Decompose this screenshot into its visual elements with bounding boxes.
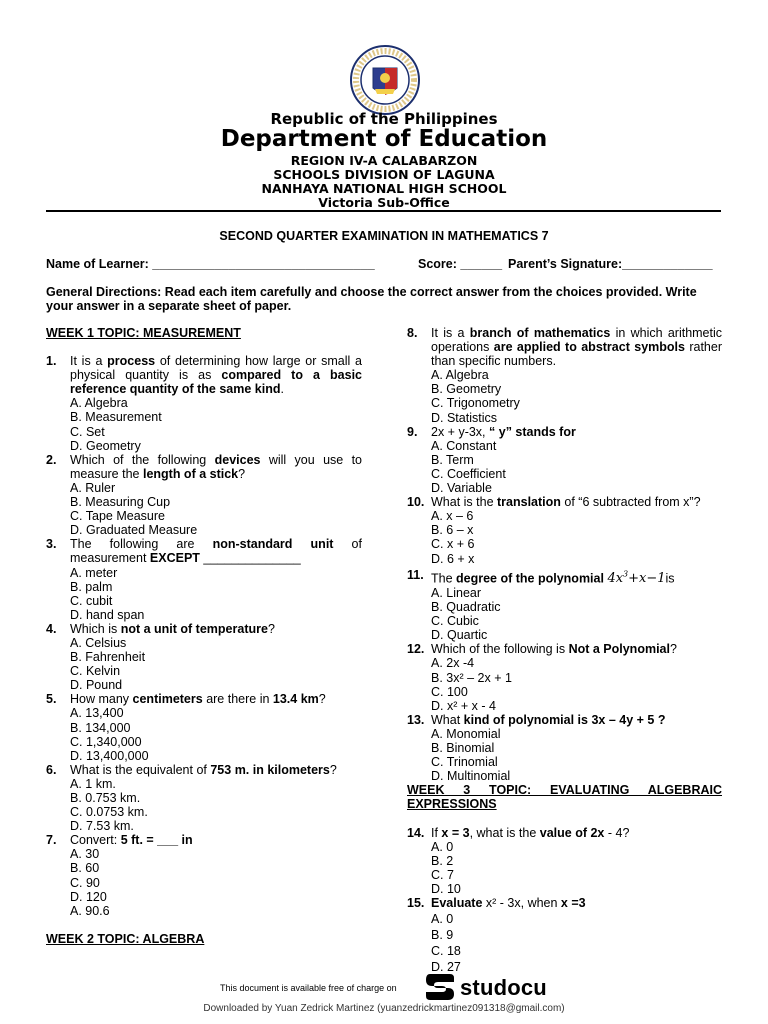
text: 753 m. in kilometers: [210, 762, 330, 777]
option: A. Constant: [431, 438, 497, 453]
text: What is the: [431, 495, 497, 510]
option: C. Trigonometry: [431, 396, 520, 411]
option: D. Variable: [431, 481, 492, 496]
question-text: [70, 692, 362, 706]
week-heading: WEEK 2 TOPIC: ALGEBRA: [46, 931, 205, 946]
option: C. 7: [431, 867, 454, 882]
text: process: [107, 354, 156, 369]
school-line: NANHAYA NATIONAL HIGH SCHOOL: [261, 181, 507, 196]
question-number: 15.: [407, 895, 425, 910]
deped-seal-icon: [349, 44, 421, 116]
text: x² - 3x, when: [482, 895, 561, 910]
department-heading: Department of Education: [220, 126, 548, 152]
text: The: [431, 570, 457, 585]
question-text: [70, 622, 362, 636]
exam-title: SECOND QUARTER EXAMINATION IN MATHEMATICS 7: [219, 229, 549, 243]
question-number: 2.: [46, 452, 57, 467]
question-number: 8.: [407, 326, 418, 340]
left-column: [46, 326, 362, 946]
question-12: [407, 642, 722, 656]
question-number: 12.: [407, 642, 425, 657]
option: B. 3x² – 2x + 1: [431, 670, 512, 685]
question-text: [431, 713, 722, 727]
option: B. Measurement: [70, 410, 162, 425]
text: is: [665, 570, 675, 585]
polynomial-expression: $4x^3+x-1$: [607, 569, 666, 586]
text: kind of polynomial is 3x – 4y + 5 ?: [463, 712, 666, 727]
option: A. 90.6: [70, 903, 110, 918]
studocu-brand-link[interactable]: studocu: [460, 975, 547, 1000]
question-text: [70, 833, 362, 847]
question-number: 4.: [46, 621, 57, 636]
option: D. hand span: [70, 607, 145, 622]
text: 13.4 km: [272, 692, 319, 707]
text: How many: [70, 692, 133, 707]
question-5: [46, 692, 362, 706]
right-column: [407, 326, 722, 974]
option: A. Algebra: [431, 368, 489, 383]
text: If: [431, 825, 442, 840]
question-number: 7.: [46, 833, 57, 848]
text: are applied to abstract symbols: [493, 340, 685, 355]
text: ?: [622, 825, 630, 840]
question-text: [70, 453, 362, 481]
text: The following are: [70, 537, 213, 552]
text: What: [431, 712, 464, 727]
question-text: [431, 568, 722, 586]
option: B. 0.753 km.: [70, 791, 141, 805]
text: translation: [497, 495, 561, 510]
text: Which of the following: [70, 452, 215, 467]
option: D. 27: [431, 960, 461, 975]
option: B. Measuring Cup: [70, 495, 171, 510]
option: D. Quartic: [431, 628, 488, 643]
option: A. 0: [431, 912, 454, 927]
option: A. 13,400: [70, 706, 124, 721]
option: B. palm: [70, 579, 113, 594]
question-15: [407, 896, 722, 910]
option: B. Geometry: [431, 382, 502, 397]
general-directions: General Directions: Read each item carefully and choose the correct answer from the choices provided. Write your answer in a separate sheet of paper.: [46, 285, 697, 313]
text: - 4: [604, 825, 623, 840]
option: B. Quadratic: [431, 600, 501, 615]
question-number: 3.: [46, 537, 57, 552]
text: What is the equivalent of: [70, 762, 211, 777]
text: .: [280, 382, 284, 397]
text: in which arithmetic operations: [431, 326, 723, 355]
option: B. 2: [431, 853, 454, 868]
text: of determining how large or small a physical quantity is as: [70, 354, 363, 383]
question-8: [407, 326, 722, 368]
footer-download-info: Downloaded by Yuan Zedrick Martinez (yuanzedrickmartinez091318@gmail.com): [203, 1003, 565, 1014]
question-10: [407, 495, 722, 509]
option: A. 1 km.: [70, 776, 116, 791]
option: B. Binomial: [431, 741, 495, 756]
text: ?: [267, 621, 275, 636]
text: compared to a basic reference quantity of the same kind: [70, 368, 363, 397]
question-13: [407, 713, 722, 727]
text: centimeters: [132, 692, 203, 707]
signature-field: Parent’s Signature:_____________: [508, 257, 713, 271]
text: Evaluate: [431, 895, 483, 910]
question-text: [431, 896, 722, 910]
option: C. Cubic: [431, 614, 479, 629]
option: C. cubit: [70, 593, 113, 608]
text: x: [441, 825, 449, 840]
header-divider: [46, 210, 721, 212]
text: ?: [669, 642, 677, 657]
question-text: [431, 425, 722, 439]
text: It is a: [431, 326, 470, 340]
question-number: 5.: [46, 692, 57, 707]
question-number: 11.: [407, 567, 424, 582]
option: B. 9: [431, 928, 454, 943]
text: non-standard unit: [212, 537, 334, 552]
division-line: SCHOOLS DIVISION OF LAGUNA: [273, 167, 495, 182]
option: D. 13,400,000: [70, 748, 149, 763]
text: rather than specific numbers.: [431, 340, 722, 369]
option: D. 10: [431, 881, 461, 896]
text: = 3: [448, 825, 470, 840]
question-14: [407, 826, 722, 840]
question-4: [46, 622, 362, 636]
question-text: [431, 826, 722, 840]
option: C. 0.0753 km.: [70, 805, 148, 820]
question-text: [70, 537, 362, 565]
option: A. x – 6: [431, 509, 474, 524]
text: It is a: [70, 354, 108, 369]
text: Which of the following is: [431, 642, 569, 657]
option: B. 6 – x: [431, 523, 474, 538]
score-field: Score: ______: [418, 257, 503, 271]
text: degree of the polynomial: [456, 570, 604, 585]
option: C. Kelvin: [70, 664, 121, 679]
question-number: 13.: [407, 712, 425, 727]
option: C. x + 6: [431, 537, 475, 552]
region-line: REGION IV-A CALABARZON: [290, 153, 478, 168]
text: will you use to measure the: [70, 452, 363, 481]
option: B. 60: [70, 861, 100, 876]
option: A. 2x -4: [431, 656, 475, 671]
suboffice-line: Victoria Sub-Office: [318, 195, 450, 210]
text: x =3: [560, 895, 586, 910]
option: D. 6 + x: [431, 551, 475, 566]
option: B. Fahrenheit: [70, 650, 146, 665]
text: branch of mathematics: [469, 326, 611, 340]
question-text: [70, 763, 362, 777]
text: are there in: [202, 692, 273, 707]
option: D. Multinomial: [431, 769, 511, 784]
text: ______________: [199, 551, 301, 566]
text: “ y” stands for: [489, 424, 576, 439]
question-text: [431, 495, 722, 509]
studocu-logo-icon[interactable]: [424, 972, 456, 1002]
question-text: [70, 354, 362, 396]
text: Convert:: [70, 833, 121, 848]
option: D. 120: [70, 889, 107, 904]
question-number: 10.: [407, 495, 425, 510]
text: of measurement: [70, 537, 362, 566]
option: A. Monomial: [431, 726, 501, 741]
option: A. Celsius: [70, 635, 127, 650]
footer-availability-text: This document is available free of charge on: [220, 983, 397, 993]
question-7: [46, 833, 362, 847]
option: D. Pound: [70, 678, 123, 693]
text: ?: [329, 762, 337, 777]
question-text: [431, 642, 722, 656]
republic-heading: Republic of the Philippines: [270, 110, 498, 128]
option: A. 30: [70, 847, 100, 862]
option: D. Geometry: [70, 438, 141, 453]
question-number: 9.: [407, 424, 418, 439]
option: D. Statistics: [431, 410, 497, 425]
text: devices: [214, 452, 261, 467]
option: C. 90: [70, 875, 100, 890]
question-number: 1.: [46, 354, 57, 369]
option: C. Tape Measure: [70, 509, 165, 524]
option: C. 18: [431, 944, 461, 959]
option: D. x² + x - 4: [431, 698, 496, 713]
option: C. 1,340,000: [70, 734, 142, 749]
question-2: [46, 453, 362, 481]
text: of “6 subtracted from x”?: [560, 495, 701, 510]
question-3: [46, 537, 362, 565]
question-number: 6.: [46, 762, 57, 777]
question-6: [46, 763, 362, 777]
text: value of 2x: [539, 825, 605, 840]
option: C. Coefficient: [431, 466, 506, 481]
question-number: 14.: [407, 825, 425, 840]
week-heading: WEEK 3 TOPIC: EVALUATING ALGEBRAIC: [407, 783, 722, 798]
question-text: [431, 326, 722, 368]
option: A. 0: [431, 839, 454, 854]
text: ?: [318, 692, 326, 707]
text: 5 ft. = ___ in: [120, 833, 193, 848]
option: B. 134,000: [70, 720, 131, 735]
question-1: [46, 354, 362, 396]
option: A. Ruler: [70, 480, 116, 495]
text: length of a stick: [142, 466, 239, 481]
text: not a unit of temperature: [120, 621, 268, 636]
option: D. Graduated Measure: [70, 523, 198, 538]
text: , what is the: [469, 825, 540, 840]
option: D. 7.53 km.: [70, 819, 134, 834]
question-9: [407, 425, 722, 439]
week-heading: WEEK 1 TOPIC: MEASUREMENT: [46, 326, 241, 340]
week-heading-cont: EXPRESSIONS: [407, 797, 497, 812]
text: ?: [238, 466, 246, 481]
option: C. Set: [70, 424, 105, 439]
question-11: [407, 568, 722, 586]
text: Not a Polynomial: [568, 642, 670, 657]
option: B. Term: [431, 452, 474, 467]
text: EXCEPT: [149, 551, 200, 566]
text: 2x + y-3x,: [431, 424, 490, 439]
option: A. meter: [70, 565, 118, 580]
option: A. Algebra: [70, 396, 128, 411]
text: Which is: [70, 621, 121, 636]
option: C. Trinomial: [431, 755, 498, 770]
option: C. 100: [431, 684, 468, 699]
name-field: Name of Learner: ________________________________: [46, 257, 375, 271]
option: A. Linear: [431, 586, 482, 601]
